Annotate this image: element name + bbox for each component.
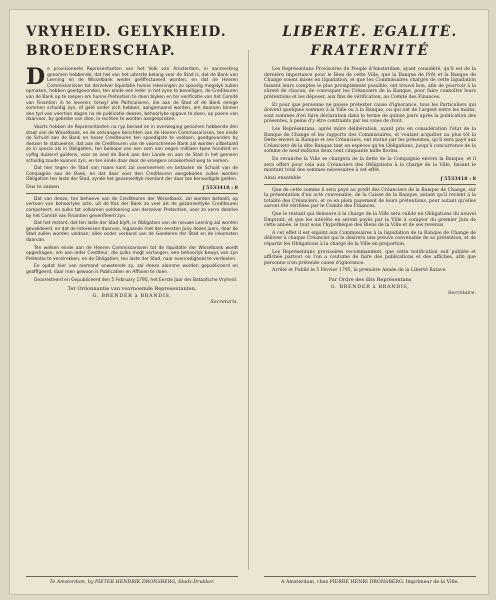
- french-paragraph-6: Que le restant qui demeure à la charge de la Ville sera validé en Obligations du nouvel Emprunt, et que les intérêts en seront payés par la Ville à compter du premier Juin de cette année, le tout sous l'hypothèque des Biens de la Ville et de ses revenus.: [264, 212, 476, 229]
- dutch-paragraph-1: De provisioneele Representanten van het Volk van Amsterdam, in aanmerking genomen hebbende, dat het van het uiterste belang voor de Stad is, dat de Bank van Leening en de Wisselbank weder geëffectueerd worden, en dat de Heeren Commissarissen tot derzelver liquidatie hunne rekeningen zo spoedig mogelyk zullen opmaken, hebben goedgevonden, ten einde een ieder in het zyne te beveiligen, de Crediteuren van de Bank op te roepen om hunne Pretentien te doen blyken en ter verificatie van het Comité van Finantien in te leveren; terwyl alle Particulieren, die aan de Stad of de Bank eenige sommen schuldig zyn, of geld onder zich hebben, aangemaand worden, om daarvan binnen den tyd van veertien dagen na de publicatie deezes, behoorlyke opgave te doen, op poene van daarvoor, by gebreke van dien, in rechten te worden aangesproken.: [26, 64, 238, 123]
- dutch-paragraph-4: Dat van deeze, ten behoeve van de Crediteuren der Wisselbank, zal worden betaald, op vertoon van behoorlyke acte, uit de Kas der Bank zo veel als de gezamentlyke Crediteuren competeert, en zulks tot volkomen voldoening van derzelver Pretentien, voor zo verre dezelve by het Comité van Finantien geverifieerd zyn.: [26, 196, 238, 219]
- french-closing: Par Ordre des dits Représentans: [328, 277, 412, 283]
- french-paragraph-7: A cet effet il est enjoint aux Commissaires à la liquidation de la Banque de Change de délivrer à chaque Créancier qui le désirera une preuve convenable de sa prétention, et de répartir les Obligations à la charge de la Ville en proportion.: [264, 230, 476, 248]
- dutch-dropcap: D: [26, 64, 46, 90]
- french-imprint: A Amsterdam, chez PIERRE HENRI DRONSBERG, Imprimeur de la Ville.: [264, 576, 476, 586]
- dutch-signer-role: Secretaris.: [210, 299, 238, 306]
- dutch-title-line2: BROEDERSCHAP.: [26, 43, 176, 59]
- french-heading: [264, 24, 476, 59]
- french-sum-label: Ainsi ensemble: [264, 175, 301, 181]
- french-paragraph-2: Et pour que personne ne puisse prétexter cause d'ignorance, tous les Particuliers qui doivent quelques sommes à la Ville ou à la Banque, ou qui ont de l'argent entre les mains, sont sommés d'en faire déclaration dans le terme de quinze jours après la publication des présentes, à peine d'y être contraints par les voies de droit.: [264, 102, 476, 125]
- dutch-paragraph-2: Voorts hebben de Representanten na ryp beraad en in overweging genomen hebbende den staat van de Wisselbank, en de ontvangen berichten van de Heeren Commissarissen, ten einde de Schuld aan de Bank en haare Crediteuren ten spoedigste te voldoen, goedgevonden by deezen te statueeren, dat aan de Crediteuren van de voorschreeve Bank zal worden uitbetaald zo in specie als in Obligatien, ten beloope van een som van negen millioen twee honderd en vyftig duizend guldens, voor zo veel de Bank aan den Lande en aan de Stad in het gemeen schuldig zoude kunnen zyn, en ten einde daar door de vroegere onzekerheid weg te nemen.: [26, 124, 238, 164]
- dutch-signature-block: [26, 286, 238, 306]
- french-column: [264, 24, 476, 586]
- french-paragraph-3: Les Représentans, après mûre délibération, ayant pris en considération l'état de la Banque de Change et les rapports des Commissaires, et voulant acquitter au plus tôt la Dette envers la Banque et ses Créanciers, ont statué par les présentes, qu'il sera payé aux Créanciers de la dite Banque tant en espèces qu'en Obligations, jusqu'à concurrence de la somme de neuf millions deux cent cinquante mille florins.: [264, 126, 476, 155]
- broadsheet: [10, 10, 488, 594]
- french-paragraph-1: Les Représentans Provisoires du Peuple d'Amsterdam, ayant considéré, qu'il est de la dernière importance pour le Bien de cette Ville, que la Banque de Prêt et la Banque de Change soient mises en liquidation, et que les Commissaires chargés de cette liquidation fassent leurs comptes le plus promptement possible, ont trouvé bon, afin de pourvoir à la sûreté de chacun, de convoquer les Créanciers de la Banque, pour faire connoître leurs prétentions et les déposer, aux fins de vérification, au Comité des Finances.: [264, 67, 476, 100]
- french-paragraph-4: En revanche la Ville se chargera de la dette de la Compagnie envers la Banque, et il sera offert pour cela aux Créanciers des Obligations à la charge de la Ville, faisant le montant total des sommes nécessaires à cet effet.: [264, 156, 476, 174]
- french-signer-name: G. BRENDER à BRANDIS,: [330, 283, 410, 290]
- dutch-closing: Ter Ordonnantie van voornoemde Representanten,: [67, 286, 197, 293]
- french-rule: [264, 184, 476, 185]
- dutch-column: [26, 24, 238, 586]
- dutch-title-line1: VRYHEID. GELYKHEID.: [26, 24, 227, 40]
- column-divider: [248, 50, 249, 570]
- french-paragraph-8: Les Représentans provisoires recommandent, que cette notification soit publiée et affichée partout où l'on a coutume de faire des publications et des affiches, afin que personne n'en prétende cause d'ignorance.: [264, 249, 476, 266]
- dutch-paragraph-6: Ten welken einde aan de Heeren Commissarissen tot de liquidatie der Wisselbank wordt opgedragen, om aan ieder Crediteur, die zulks mogt verlangen, een behoorlyk bewys van zyn Pretentie te verstrekken, en de Obligatien, ten laste der Stad, naar evenredigheid te verdeelen.: [26, 245, 238, 262]
- french-paragraph-9: Arrêté et Publié le 5 Février 1795, la première Année de la Liberté Batave.: [272, 268, 447, 274]
- french-title-line2: FRATERNITÉ: [310, 43, 430, 59]
- dutch-paragraph-7: En opdat hier van niemand onwetende zy, zal deeze alomme worden gepubliceerd en geaffigeerd, daar men gewoon is Publicatien en Affixien te doen.: [26, 264, 238, 275]
- dutch-heading: [26, 24, 238, 59]
- dutch-imprint: Te Amsterdam, by PIETER HENDRIK DRONSBERG, Stads-Drukker.: [26, 576, 238, 586]
- french-paragraph-5: Que de cette somme il sera payé au profit des Créanciers de la Banque de Change, sur la présentation d'un acte convenable, de la Caisse de la Banque, autant qu'il revient à la totalité des Créanciers, et ce en plein payement de leurs prétentions, pour autant qu'elles auront été vérifiées par le Comité des Finances.: [264, 187, 476, 210]
- dutch-paragraph-5: Dat het restant, dat ten laste der Stad blyft, in Obligatien van de nieuwe Leening zal worden gevalideerd, en dat de Interessen daarvan, ingaande met den eersten Juny dezes jaars, door de Stad zullen worden voldaan; alles onder verband van de Goederen der Stad en de inkomsten daarvan.: [26, 221, 238, 244]
- french-title-line1: LIBERTÉ. EGALITÉ.: [282, 24, 458, 40]
- dutch-paragraph-8: Gearresteerd en Gepubliceerd den 5 February 1795, het Eerste Jaar der Bataafsche Vryheid.: [34, 277, 238, 283]
- dutch-sum-line: [26, 185, 238, 191]
- dutch-rule: [26, 193, 238, 194]
- dutch-sum-label: Dus te zamen: [26, 184, 60, 190]
- dutch-sum-value: ƒ 5533418 : 8: [202, 184, 238, 191]
- french-sum-value: ƒ 5533418 : 8: [440, 175, 476, 182]
- french-signature-block: [264, 277, 476, 297]
- dutch-signer-name: G. BRENDER à BRANDIS,: [92, 292, 172, 299]
- dutch-paragraph-3: Dat hier tegen de Stad van haare kant zal overneemen en betaalen de Schuld van de Compagnie aan de Bank, en dat daar voor den Crediteuren aangeboden zullen worden Obligatien ten laste der Stad, zynde het gezamentlyk montant der daar toe benoodigde gelden.: [26, 166, 238, 183]
- french-signer-role: Secrétaire.: [447, 290, 476, 296]
- french-sum-line: [264, 176, 476, 182]
